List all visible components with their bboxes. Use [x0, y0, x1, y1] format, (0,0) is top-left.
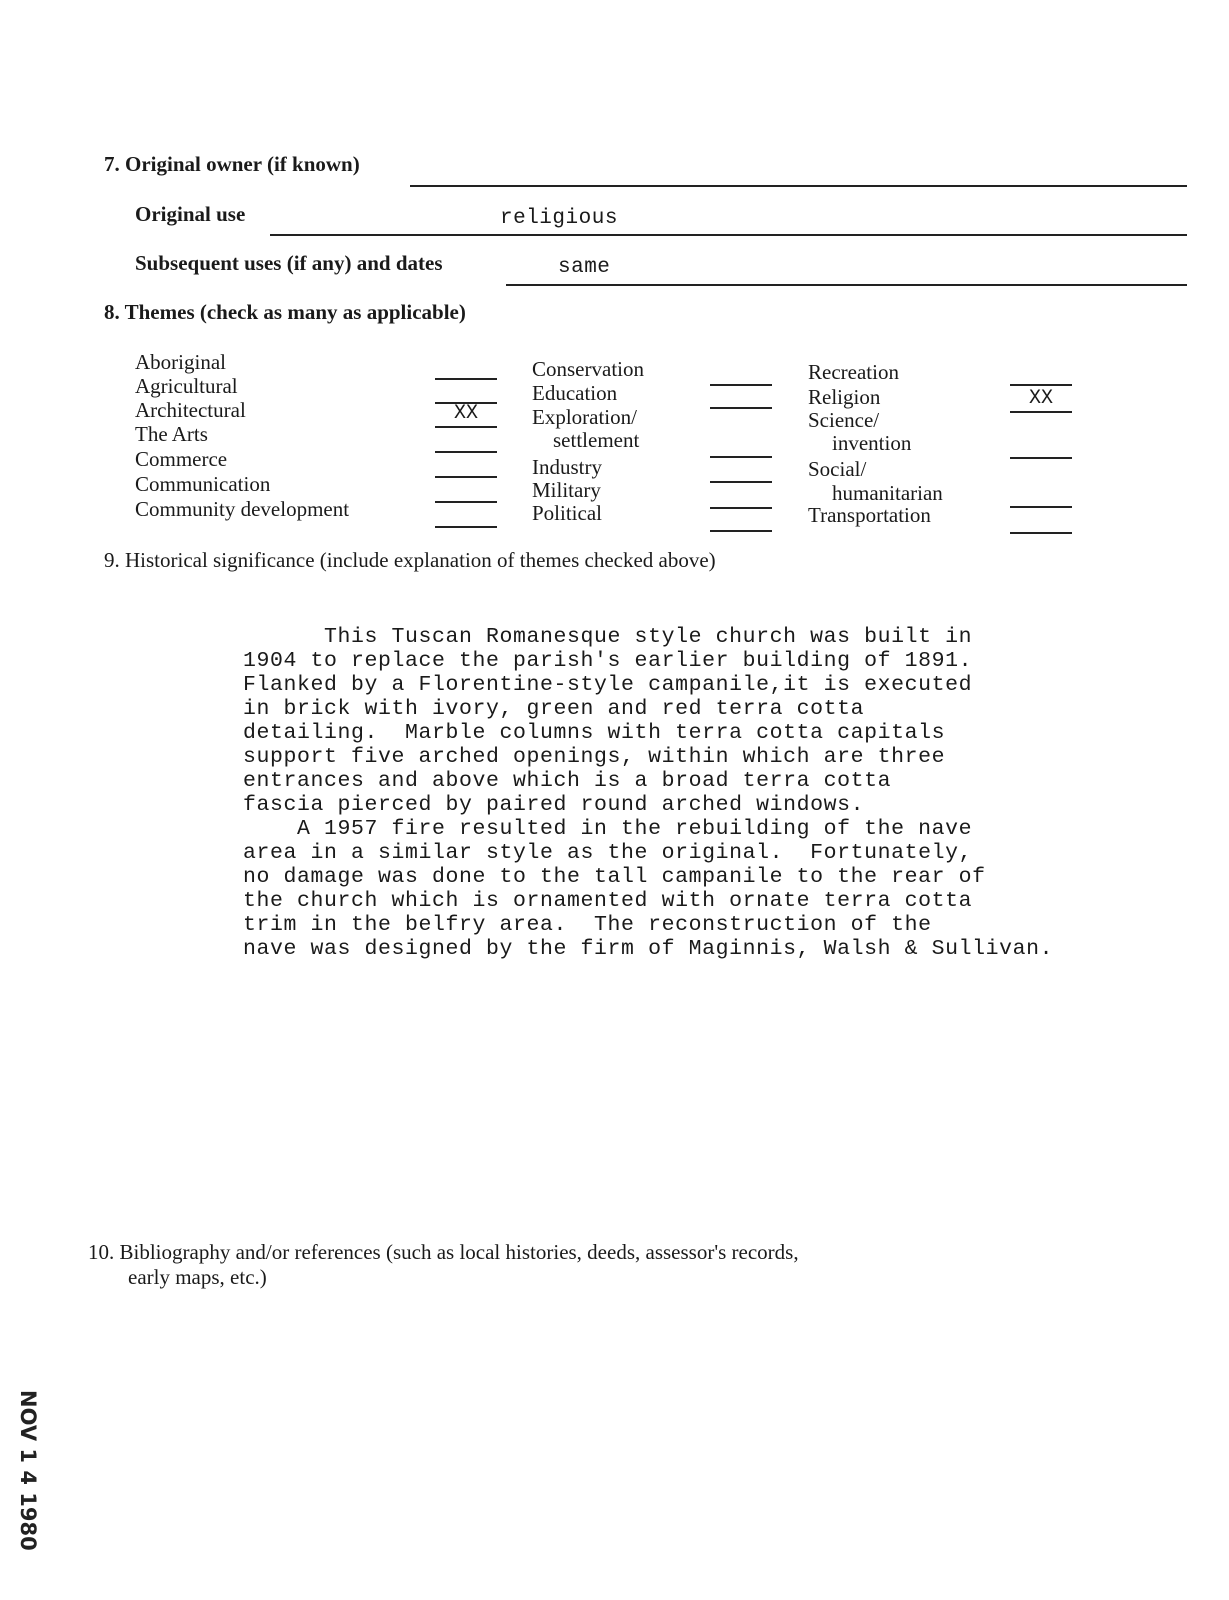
- theme-religion-mark: XX: [1028, 387, 1053, 410]
- theme-conservation-label: Conservation: [532, 357, 644, 381]
- theme-aboriginal-checkbox[interactable]: [435, 378, 497, 380]
- historical-significance-heading: 9. Historical significance (include explanation of themes checked above): [104, 548, 716, 572]
- theme-transportation-label: Transportation: [808, 503, 931, 527]
- subsequent-uses-label: Subsequent uses (if any) and dates: [135, 251, 443, 275]
- theme-education-label: Education: [532, 381, 618, 405]
- paragraph-line: This Tuscan Romanesque style church was built in: [243, 625, 973, 649]
- theme-recreation-checkbox[interactable]: [1010, 384, 1072, 386]
- paragraph-line: 1904 to replace the parish's earlier building of 1891.: [243, 649, 973, 673]
- theme-community-development-label: Community development: [135, 497, 350, 521]
- paragraph-line: no damage was done to the tall campanile to the rear of: [243, 865, 986, 889]
- theme-commerce-label: Commerce: [135, 447, 228, 471]
- subsequent-uses-field: [506, 284, 1187, 286]
- theme-communication-checkbox[interactable]: [435, 501, 497, 503]
- original-use-field: [270, 234, 1187, 236]
- theme-recreation-label: Recreation: [808, 360, 899, 384]
- paragraph-line: trim in the belfry area. The reconstruction of the: [243, 913, 932, 937]
- theme-religion-label: Religion: [808, 385, 881, 409]
- theme-architectural-mark: XX: [453, 402, 478, 425]
- theme-exploration-label: Exploration/: [532, 405, 637, 429]
- theme-architectural-label: Architectural: [135, 398, 246, 422]
- theme-the-arts-checkbox[interactable]: [435, 451, 497, 453]
- theme-industry-label: Industry: [532, 455, 602, 479]
- original-use-value[interactable]: religious: [500, 207, 618, 230]
- theme-transportation-checkbox[interactable]: [1010, 532, 1072, 534]
- date-received-stamp: NOV 1 4 1980: [16, 1390, 40, 1551]
- paragraph-line: entrances and above which is a broad terra cotta: [243, 769, 892, 793]
- theme-conservation-checkbox[interactable]: [710, 384, 772, 386]
- paragraph-line: nave was designed by the firm of Maginnis, Walsh & Sullivan.: [243, 937, 1054, 961]
- theme-agricultural-label: Agricultural: [135, 374, 238, 398]
- themes-heading: 8. Themes (check as many as applicable): [104, 300, 466, 324]
- theme-community-development-checkbox[interactable]: [435, 526, 497, 528]
- paragraph-line: the church which is ornamented with ornate terra cotta: [243, 889, 973, 913]
- theme-social-label-2: humanitarian: [832, 481, 943, 505]
- theme-political-label: Political: [532, 501, 602, 525]
- paragraph-line: detailing. Marble columns with terra cotta capitals: [243, 721, 946, 745]
- theme-aboriginal-label: Aboriginal: [135, 350, 226, 374]
- original-owner-label: 7. Original owner (if known): [104, 152, 360, 176]
- theme-military-label: Military: [532, 478, 601, 502]
- theme-exploration-checkbox[interactable]: [710, 456, 772, 458]
- theme-communication-label: Communication: [135, 472, 271, 496]
- theme-religion-checkbox[interactable]: [1010, 411, 1072, 413]
- bibliography-heading: 10. Bibliography and/or references (such as local histories, deeds, assessor's records,: [88, 1240, 799, 1264]
- theme-architectural-checkbox[interactable]: [435, 426, 497, 428]
- theme-commerce-checkbox[interactable]: [435, 476, 497, 478]
- original-owner-field[interactable]: [410, 185, 1187, 187]
- theme-exploration-label-2: settlement: [553, 428, 640, 452]
- paragraph-line: area in a similar style as the original. Fortunately,: [243, 841, 973, 865]
- subsequent-uses-value[interactable]: same: [558, 256, 611, 279]
- paragraph-line: in brick with ivory, green and red terra cotta: [243, 697, 865, 721]
- theme-science-label: Science/: [808, 408, 880, 432]
- theme-the-arts-label: The Arts: [135, 422, 208, 446]
- theme-military-checkbox[interactable]: [710, 507, 772, 509]
- theme-social-label: Social/: [808, 457, 867, 481]
- theme-science-checkbox[interactable]: [1010, 457, 1072, 459]
- theme-education-checkbox[interactable]: [710, 407, 772, 409]
- bibliography-heading-line2: early maps, etc.): [128, 1265, 267, 1289]
- theme-social-checkbox[interactable]: [1010, 506, 1072, 508]
- paragraph-line: Flanked by a Florentine-style campanile,it is executed: [243, 673, 973, 697]
- theme-science-label-2: invention: [832, 431, 912, 455]
- paragraph-line: support five arched openings, within which are three: [243, 745, 946, 769]
- original-use-label: Original use: [135, 202, 246, 226]
- theme-industry-checkbox[interactable]: [710, 481, 772, 483]
- paragraph-line: A 1957 fire resulted in the rebuilding of the nave: [243, 817, 973, 841]
- theme-political-checkbox[interactable]: [710, 530, 772, 532]
- paragraph-line: fascia pierced by paired round arched windows.: [243, 793, 865, 817]
